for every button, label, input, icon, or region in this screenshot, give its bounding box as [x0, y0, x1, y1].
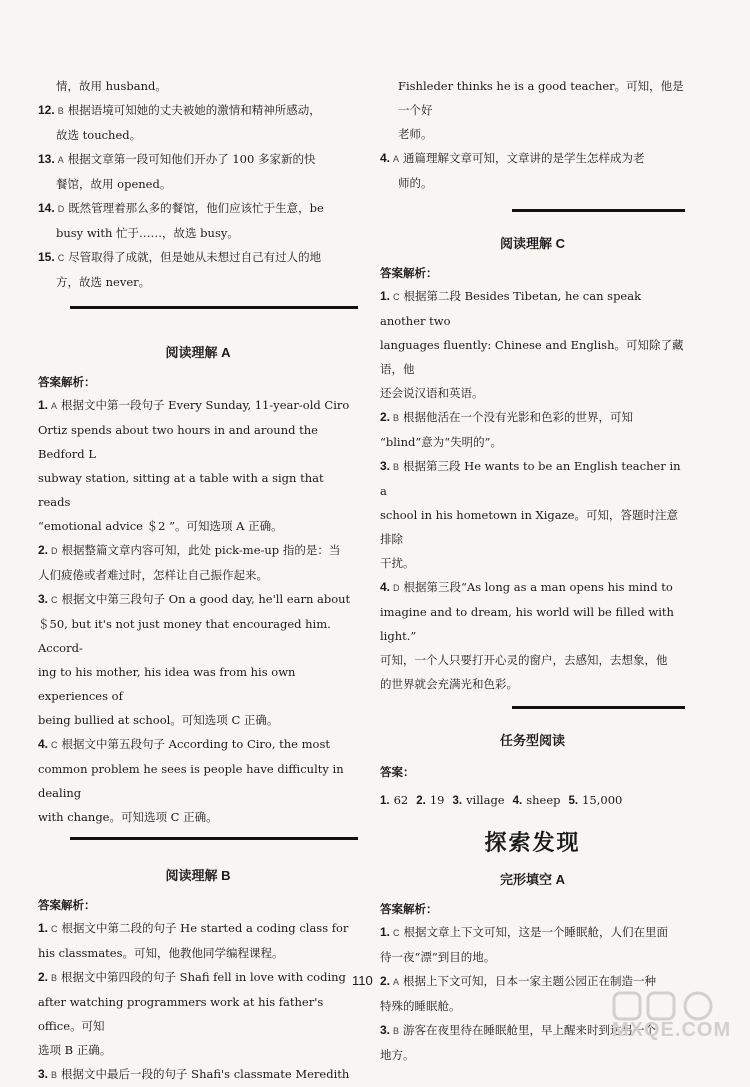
section-label: 答案解析： — [38, 900, 96, 912]
task-answers — [380, 789, 685, 812]
section-reading-c — [380, 234, 685, 696]
item-answer: C — [51, 595, 58, 605]
task-answer-number: 2. — [416, 795, 426, 807]
section-title: 完形填空 A — [499, 872, 565, 887]
item-number: 3. — [380, 459, 391, 473]
item-text: 根据第二段 Besides Tibetan, he can speak another two — [380, 289, 642, 328]
item-answer: D — [57, 204, 65, 214]
item-answer: A — [51, 401, 58, 411]
answer-item — [38, 147, 358, 172]
item-continuation: “blind”意为“失明的”。 — [380, 435, 503, 449]
section-title: 阅读理解 A — [165, 345, 231, 360]
item-number: 2. — [380, 974, 391, 988]
answer-item — [38, 732, 358, 757]
item-answer: B — [51, 973, 58, 983]
item-number: 4. — [380, 151, 391, 165]
answer-item — [38, 965, 358, 990]
chapter-title: 探索发现 — [484, 830, 581, 856]
section-divider — [70, 837, 358, 840]
item-continuation: 方，故选 never。 — [56, 275, 151, 289]
item-continuation: 可知，一个人只要打开心灵的窗户，去感知，去想象，他 — [380, 653, 668, 667]
answer-item — [380, 920, 685, 945]
item-text: 根据整篇文章内容可知，此处 pick-me-up 指的是：当 — [61, 543, 341, 557]
answer-item — [380, 146, 685, 171]
answer-item — [38, 74, 358, 98]
item-continuation: with change。可知选项 C 正确。 — [38, 810, 218, 824]
item-continuation: 待一夜“漂”到目的地。 — [380, 950, 496, 964]
item-continuation: ing to his mother, his idea was from his own experiences of — [38, 665, 296, 703]
answer-item — [380, 74, 685, 122]
item-number: 3. — [380, 1023, 391, 1037]
item-text: 根据文章上下文可知，这是一个睡眠舱，人们在里面 — [403, 925, 669, 939]
item-text: 既然管理着那么多的餐馆，他们应该忙于生意，be — [68, 201, 324, 215]
item-answer: B — [51, 1070, 58, 1080]
section-label: 答案解析： — [380, 904, 438, 916]
item-number: 4. — [38, 737, 49, 751]
answer-item — [380, 405, 685, 430]
section-task-reading — [380, 731, 685, 812]
task-answer-value: 15,000 — [582, 793, 623, 807]
item-continuation: 选项 B 正确。 — [38, 1043, 112, 1057]
section-items — [38, 916, 358, 1087]
answer-item — [38, 393, 358, 418]
item-text: 根据文中第三段句子 On a good day, he'll earn about — [61, 592, 351, 606]
watermark — [608, 989, 738, 1047]
answer-item — [38, 98, 358, 123]
item-number: 1. — [38, 921, 49, 935]
answer-item — [38, 245, 358, 270]
section-title: 阅读理解 B — [165, 868, 231, 883]
section-divider — [70, 306, 358, 309]
section-reading-a — [38, 343, 358, 829]
item-answer: A — [393, 154, 400, 164]
item-number: 3. — [38, 1067, 49, 1081]
item-text: 通篇理解文章可知，文章讲的是学生怎样成为老 — [403, 151, 645, 165]
item-answer: C — [57, 253, 65, 263]
task-answer-value: sheep — [526, 793, 561, 807]
section-divider — [512, 706, 685, 709]
left-column — [38, 74, 358, 1087]
item-continuation: “emotional advice ＄2 ”。可知选项 A 正确。 — [38, 519, 283, 533]
item-answer: B — [57, 106, 64, 116]
task-answer — [569, 793, 623, 807]
item-continuation: languages fluently: Chinese and English。可知除了藏语，他 — [380, 338, 684, 376]
item-continuation: school in his hometown in Xigaze。可知，答题时注意排除 — [380, 508, 678, 546]
item-number: 1. — [38, 398, 49, 412]
answer-item — [38, 916, 358, 941]
watermark-logo-icon — [608, 989, 738, 1023]
task-answer — [513, 793, 561, 807]
item-number: 4. — [380, 580, 391, 594]
task-answer-value: 62 — [393, 793, 409, 807]
answer-item — [38, 587, 358, 612]
answer-item — [38, 1062, 358, 1087]
item-continuation: 特殊的睡眠舱。 — [380, 999, 461, 1013]
item-continuation: 干扰。 — [380, 556, 415, 570]
answer-item — [380, 454, 685, 503]
item-continuation: after watching programmers work at his father's office。可知 — [38, 995, 324, 1033]
item-number: 1. — [380, 289, 391, 303]
item-continuation: subway station, sitting at a table with a sign that reads — [38, 471, 324, 509]
item-continuation: Ortiz spends about two hours in and around the Bedford L — [38, 423, 318, 461]
answer-item — [380, 284, 685, 333]
item-continuation: 的世界就会充满光和色彩。 — [380, 677, 518, 691]
section-label: 答案解析： — [380, 268, 438, 280]
item-answer: B — [393, 1026, 400, 1036]
item-continuation: 人们疲倦或者难过时，怎样让自己振作起来。 — [38, 568, 268, 582]
item-text: 根据上下文可知，日本一家主题公园正在制造一种 — [403, 974, 657, 988]
item-number: 2. — [38, 970, 49, 984]
item-continuation: 故选 touched。 — [56, 128, 142, 142]
item-answer: C — [51, 740, 58, 750]
item-continuation: 老师。 — [398, 127, 433, 141]
item-number: 13. — [38, 152, 55, 166]
item-answer: A — [393, 977, 400, 987]
item-continuation: being bullied at school。可知选项 C 正确。 — [38, 713, 279, 727]
watermark-text: MXQE.COM — [612, 1019, 732, 1041]
item-answer: C — [51, 924, 58, 934]
item-continuation: 地方。 — [380, 1048, 415, 1062]
task-answer-value: village — [466, 793, 505, 807]
item-continuation: common problem he sees is people have difficulty in dealing — [38, 762, 344, 800]
item-continuation: 餐馆，故用 opened。 — [56, 177, 172, 191]
section-items — [38, 393, 358, 829]
item-answer: B — [393, 462, 400, 472]
section-items — [380, 284, 685, 696]
item-number: 2. — [38, 543, 49, 557]
item-number: 2. — [380, 410, 391, 424]
item-text: 根据语境可知她的丈夫被她的激情和精神所感动， — [67, 103, 321, 117]
item-continuation: his classmates。可知，他教他同学编程课程。 — [38, 946, 284, 960]
section-title: 任务型阅读 — [499, 733, 565, 748]
item-number: 15. — [38, 250, 55, 264]
task-answer-value: 19 — [429, 793, 445, 807]
item-number: 12. — [38, 103, 55, 117]
section-reading-b — [38, 866, 358, 1087]
left-top-items — [38, 74, 358, 294]
item-answer: D — [51, 546, 58, 556]
item-text: 尽管取得了成就，但是她从未想过自己有过人的地 — [68, 250, 322, 264]
item-answer: B — [393, 413, 400, 423]
item-number: 14. — [38, 201, 55, 215]
section-label: 答案解析： — [38, 377, 96, 389]
right-column — [380, 74, 685, 1067]
item-answer: C — [393, 292, 400, 302]
item-answer: A — [57, 155, 64, 165]
item-text: 情，故用 husband。 — [56, 79, 167, 93]
item-number: 3. — [38, 592, 49, 606]
task-answer — [416, 793, 444, 807]
item-number: 1. — [380, 925, 391, 939]
section-title: 阅读理解 C — [499, 236, 565, 251]
task-answer-number: 3. — [452, 795, 463, 807]
item-text: 根据第三段 He wants to be an English teacher in a — [380, 459, 681, 498]
section-divider — [512, 209, 685, 212]
item-answer: C — [393, 928, 400, 938]
item-text: Fishleder thinks he is a good teacher。可知，他是一个好 — [398, 79, 684, 117]
item-text: 游客在夜里待在睡眠舱里，早上醒来时到达另一个 — [403, 1023, 657, 1037]
item-text: 根据文中第五段句子 According to Ciro, the most — [61, 737, 330, 751]
item-text: 根据文章第一段可知他们开办了 100 多家新的快 — [67, 152, 316, 166]
page-number: 110 — [352, 973, 373, 988]
task-answer-number: 4. — [512, 795, 523, 807]
item-continuation: 师的。 — [398, 176, 433, 190]
answer-item — [38, 196, 358, 221]
section-label: 答案： — [380, 767, 415, 779]
item-text: 根据他活在一个没有光影和色彩的世界，可知 — [403, 410, 634, 424]
item-text: 根据文中第四段的句子 Shafi fell in love with coding — [61, 970, 346, 984]
answer-item — [38, 538, 358, 563]
task-answer-number: 1. — [380, 795, 390, 807]
task-answer-number: 5. — [568, 795, 579, 807]
item-text: 根据文中第一段句子 Every Sunday, 11-year-old Ciro — [61, 398, 350, 412]
item-continuation: imagine and to dream, his world will be filled with light.” — [380, 605, 674, 643]
item-continuation: 还会说汉语和英语。 — [380, 386, 484, 400]
task-answer — [380, 793, 408, 807]
item-continuation: busy with 忙于……，故选 busy。 — [56, 226, 239, 240]
item-answer: D — [393, 583, 400, 593]
item-text: 根据文中第二段的句子 He started a coding class for — [61, 921, 349, 935]
item-text: 根据第三段“As long as a man opens his mind to — [403, 580, 673, 594]
answer-item — [380, 575, 685, 600]
task-answer — [452, 793, 504, 807]
item-continuation: ＄50, but it's not just money that encouraged him. Accord- — [38, 617, 331, 655]
item-text: 根据文中最后一段的句子 Shafi's classmate Meredith — [61, 1067, 350, 1081]
